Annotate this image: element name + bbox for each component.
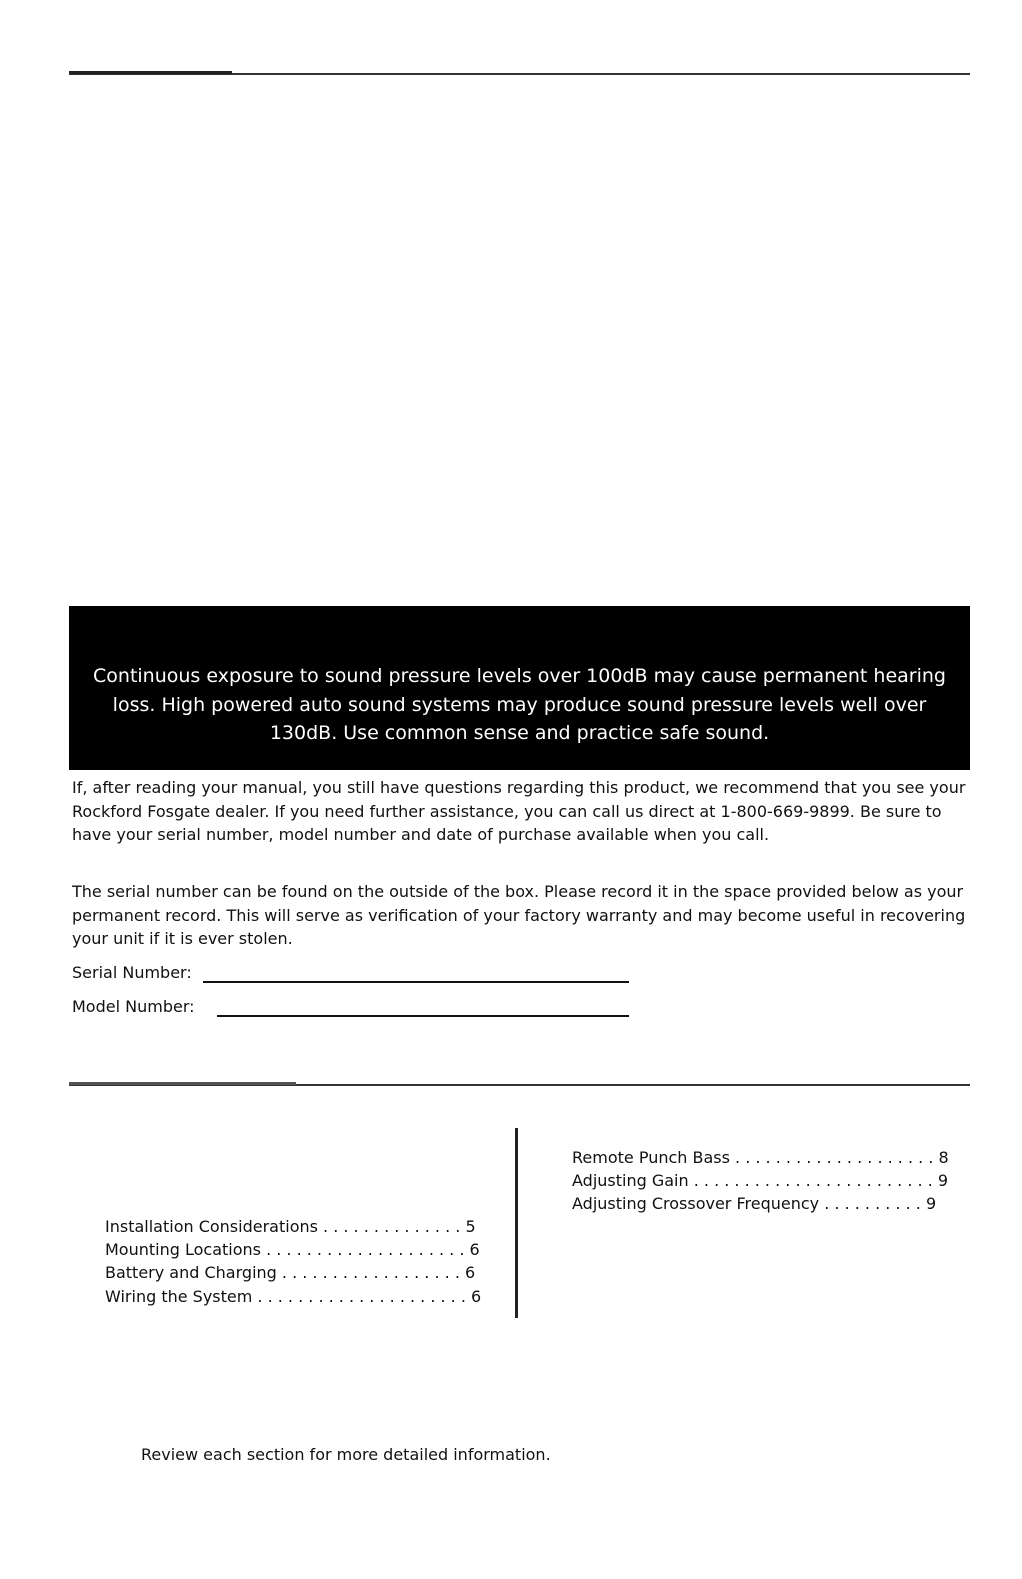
model-number-label: Model Number:	[72, 997, 195, 1016]
toc-entry-page: 6	[469, 1240, 480, 1260]
toc-entry[interactable]	[105, 1215, 493, 1238]
toc-entry-label: Adjusting Gain	[572, 1171, 689, 1191]
toc-entry-label: Wiring the System	[105, 1286, 253, 1306]
serial-number-line[interactable]	[203, 981, 629, 983]
toc-entry-page: 5	[465, 1217, 476, 1236]
toc-entry-label: Adjusting Crossover Frequency	[572, 1194, 820, 1214]
toc-entry-dots: . . . . . . . . . . . . . .	[317, 1217, 466, 1236]
contents-rule-accent	[69, 1082, 296, 1085]
toc-entry-page: 6	[465, 1263, 476, 1283]
toc-entry-dots: . . . . . . . . . . . . . . . . . .	[276, 1263, 465, 1283]
toc-entry[interactable]	[105, 1285, 493, 1308]
toc-entry[interactable]	[572, 1192, 960, 1215]
toc-entry[interactable]	[105, 1261, 493, 1284]
toc-entry-dots: . . . . . . . . . . . . . . . . . . . . . . . .	[688, 1171, 938, 1191]
toc-entry-dots: . . . . . . . . . . . . . . . . . . . . .	[252, 1286, 472, 1306]
record-paragraph: The serial number can be found on the outside of the box. Please record it in the space provided below as your permanent record. This will serve as verification of your factory warranty and may become useful in recovering your unit if it is ever stolen.	[72, 882, 966, 948]
toc-entry-page: 9	[937, 1171, 949, 1191]
model-number-line[interactable]	[217, 1015, 629, 1017]
hearing-warning-text: Continuous exposure to sound pressure levels over 100dB may cause permanent hearing loss. High powered auto sound systems may produce sound pressure levels well over 130dB. Use common sense and practice safe sound.	[93, 665, 946, 744]
top-rule-accent	[69, 71, 232, 74]
toc-column-divider	[515, 1128, 518, 1318]
toc-entry-dots: . . . . . . . . . . . . . . . . . . . .	[729, 1148, 939, 1167]
support-paragraph: If, after reading your manual, you still have questions regarding this product, we recommend that you see your Rockford Fosgate dealer. If you need further assistance, you can call us direct at 1-800-669-9899. Be sure to have your serial number, model number and date of purchase available when you call.	[72, 778, 966, 844]
top-rule	[69, 73, 970, 75]
serial-number-label: Serial Number:	[72, 963, 192, 982]
toc-entry-label: Installation Considerations	[105, 1217, 318, 1236]
toc-left-column	[105, 1215, 493, 1308]
toc-entry[interactable]	[572, 1169, 960, 1192]
toc-right-column	[572, 1146, 960, 1216]
serial-number-row	[72, 963, 192, 983]
contents-rule	[69, 1084, 970, 1086]
toc-entry-label: Mounting Locations	[105, 1240, 261, 1260]
hearing-warning-box	[69, 606, 970, 770]
model-number-row	[72, 997, 195, 1017]
review-note: Review each section for more detailed information.	[141, 1445, 551, 1464]
toc-entry-page: 6	[471, 1286, 482, 1306]
toc-entry-dots: . . . . . . . . . . . . . . . . . . . .	[260, 1240, 470, 1260]
toc-entry-page: 8	[938, 1148, 949, 1167]
toc-entry-label: Remote Punch Bass	[572, 1148, 730, 1167]
toc-entry-dots: . . . . . . . . . .	[819, 1194, 926, 1214]
toc-entry[interactable]	[572, 1146, 960, 1169]
toc-entry[interactable]	[105, 1238, 493, 1261]
toc-entry-label: Battery and Charging	[105, 1263, 277, 1283]
toc-entry-page: 9	[925, 1194, 937, 1214]
